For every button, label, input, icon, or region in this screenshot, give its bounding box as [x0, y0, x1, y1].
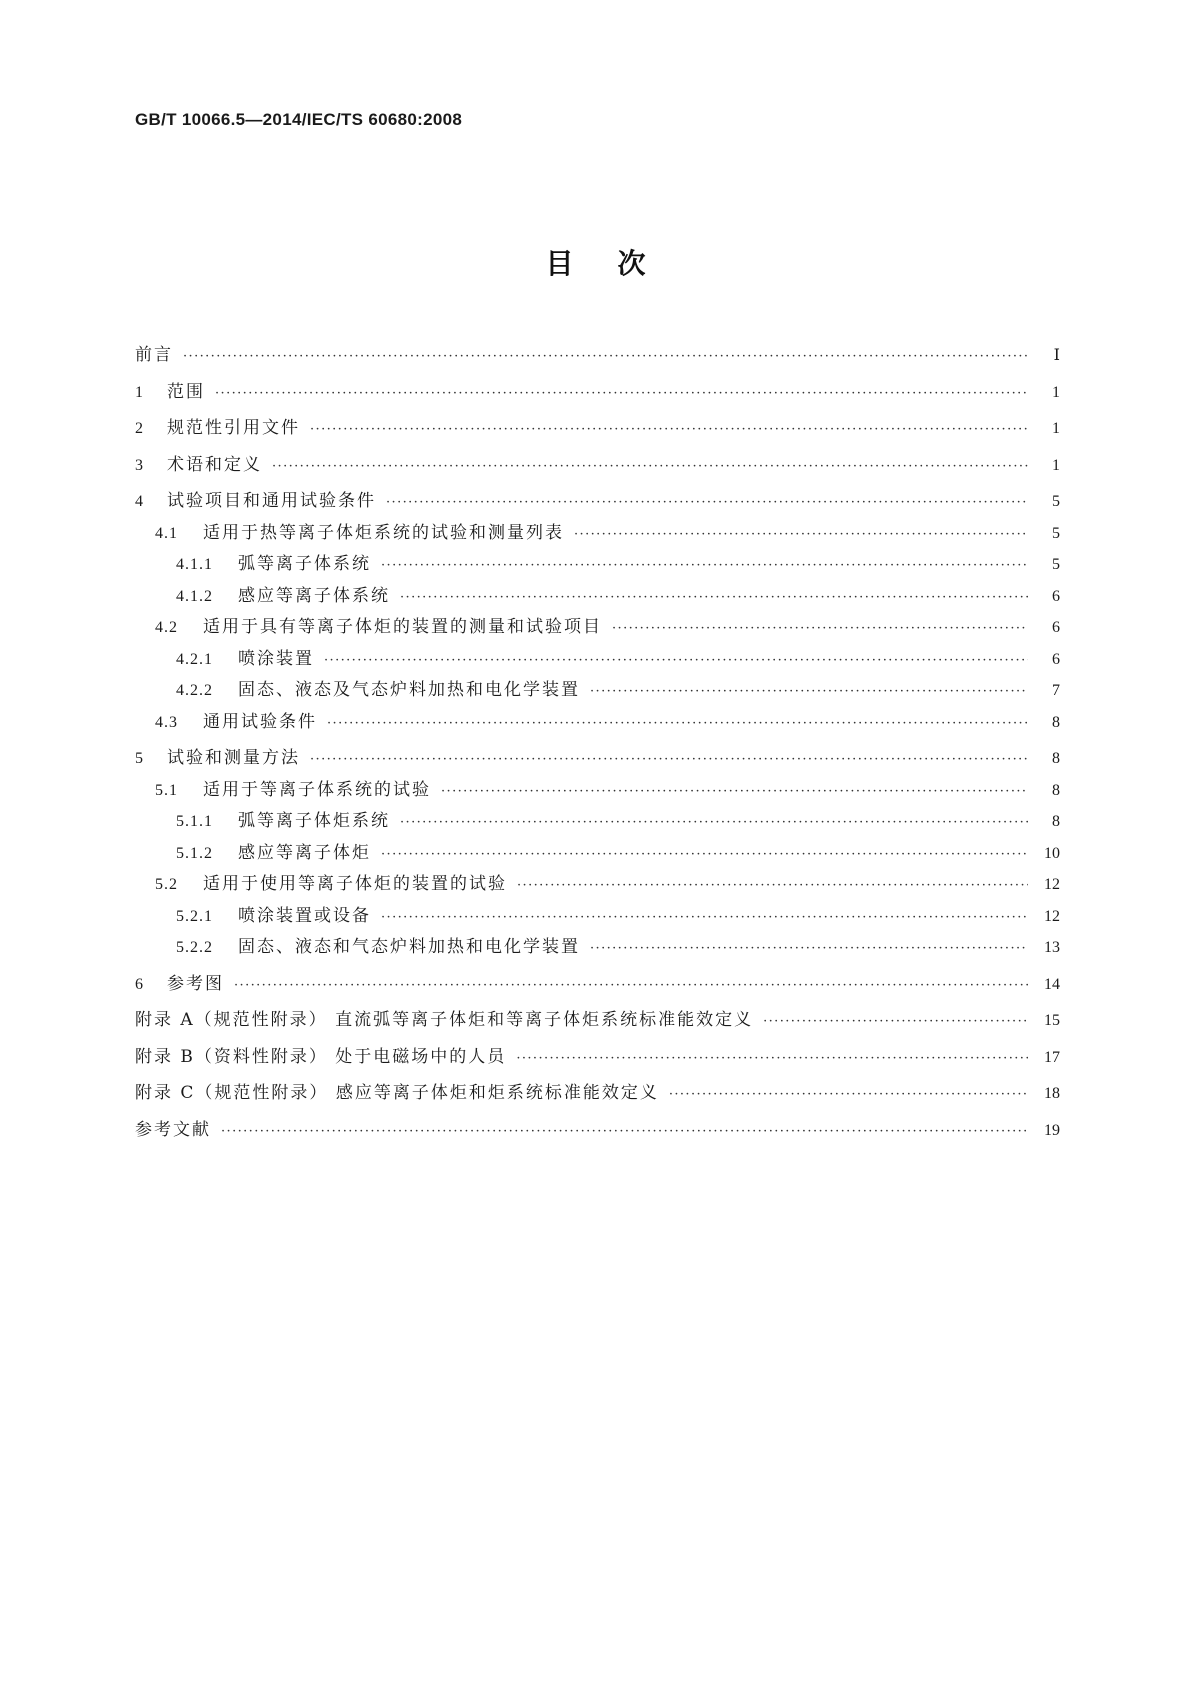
toc-entry-number: 2	[135, 420, 144, 437]
toc-entry-page: 5	[1052, 556, 1060, 573]
toc-entry-number: 4.1.2	[176, 587, 213, 605]
toc-entry[interactable]	[135, 581, 1060, 613]
toc-entry[interactable]	[135, 775, 1060, 807]
toc-entry-title: 适用于具有等离子体炬的装置的测量和试验项目	[203, 617, 602, 637]
dot-leader	[381, 911, 1028, 924]
toc-entry-number: 1	[135, 383, 144, 401]
dot-leader	[517, 879, 1028, 892]
dot-leader	[381, 559, 1028, 572]
toc-entry[interactable]	[135, 644, 1060, 676]
toc-entry-number: 4.3	[155, 713, 178, 731]
dot-leader	[590, 685, 1028, 698]
dot-leader	[310, 753, 1028, 766]
dot-leader	[516, 1052, 1028, 1065]
toc-entry-title: 参考图	[167, 973, 224, 994]
toc-entry-title: 感应等离子体炬	[238, 842, 371, 863]
toc-entry-number: 4.2.2	[176, 682, 213, 699]
toc-entry[interactable]	[135, 743, 1060, 775]
toc-entry-number: 4.2.1	[176, 650, 213, 668]
dot-leader	[763, 1015, 1028, 1028]
toc-entry-number: 3	[135, 456, 144, 474]
dot-leader	[400, 816, 1028, 829]
dot-leader	[574, 528, 1028, 541]
toc-entry-page: 1	[1052, 456, 1060, 474]
toc-entry-title: 附录 A（规范性附录） 直流弧等离子体炬和等离子体炬系统标准能效定义	[135, 1010, 754, 1030]
toc-entry-number: 4.2	[155, 619, 178, 636]
dot-leader	[612, 622, 1028, 635]
dot-leader	[669, 1088, 1028, 1101]
toc-entry-number: 5.2.1	[176, 907, 213, 925]
toc-entry[interactable]	[135, 549, 1060, 581]
toc-entry[interactable]	[135, 486, 1060, 518]
toc-entry-number: 6	[135, 975, 144, 993]
toc-entry-title: 弧等离子体系统	[238, 554, 371, 574]
toc-entry-title: 附录 C（规范性附录） 感应等离子体炬和炬系统标准能效定义	[135, 1083, 659, 1103]
toc-entry-page: 1	[1052, 420, 1060, 437]
dot-leader	[386, 496, 1028, 509]
toc-entry-page: 17	[1044, 1048, 1060, 1066]
toc-entry-title: 喷涂装置或设备	[238, 905, 371, 926]
toc-entry-number: 4.1	[155, 524, 178, 542]
toc-entry[interactable]	[135, 450, 1060, 482]
dot-leader	[183, 350, 1028, 363]
toc-entry-page: 15	[1044, 1012, 1060, 1029]
toc-entry-number: 5.1.1	[176, 813, 213, 830]
toc-entry-title: 弧等离子体炬系统	[238, 811, 390, 831]
toc-entry-title: 通用试验条件	[203, 711, 317, 732]
toc-entry[interactable]	[135, 1005, 1060, 1037]
toc-entry-number: 4.1.1	[176, 556, 213, 573]
dot-leader	[327, 717, 1028, 730]
dot-leader	[272, 460, 1028, 473]
toc-entry[interactable]	[135, 707, 1060, 739]
toc-entry-title: 试验和测量方法	[167, 748, 300, 768]
toc-entry-page: 5	[1052, 493, 1060, 510]
toc-entry-title: 附录 B（资料性附录） 处于电磁场中的人员	[135, 1046, 507, 1067]
toc-entry[interactable]	[135, 675, 1060, 707]
table-of-contents	[135, 340, 1060, 1146]
toc-entry-number: 5.2.2	[176, 939, 213, 956]
toc-entry[interactable]	[135, 932, 1060, 964]
toc-entry-title: 适用于使用等离子体炬的装置的试验	[203, 874, 507, 894]
toc-entry-title: 规范性引用文件	[167, 418, 300, 438]
toc-entry-page: 12	[1044, 907, 1060, 925]
toc-entry-page: 8	[1052, 713, 1060, 731]
toc-entry-title: 适用于等离子体系统的试验	[203, 779, 431, 800]
toc-entry[interactable]	[135, 377, 1060, 409]
toc-entry-title: 感应等离子体系统	[238, 585, 390, 606]
dot-leader	[215, 387, 1028, 400]
toc-entry[interactable]	[135, 1115, 1060, 1147]
toc-entry-page: 19	[1044, 1121, 1060, 1139]
toc-entry-page: 18	[1044, 1085, 1060, 1102]
toc-entry[interactable]	[135, 901, 1060, 933]
toc-entry-title: 试验项目和通用试验条件	[167, 491, 376, 511]
toc-entry[interactable]	[135, 340, 1060, 372]
toc-entry[interactable]	[135, 838, 1060, 870]
toc-entry-title: 参考文献	[135, 1119, 211, 1140]
toc-entry-page: 10	[1044, 844, 1060, 862]
dot-leader	[221, 1125, 1028, 1138]
toc-entry[interactable]	[135, 969, 1060, 1001]
dot-leader	[441, 785, 1028, 798]
page-title: 目次	[545, 247, 690, 280]
toc-entry-number: 4	[135, 493, 144, 510]
toc-entry-page: 14	[1044, 975, 1060, 993]
toc-entry-page: 1	[1052, 383, 1060, 401]
toc-entry[interactable]	[135, 1042, 1060, 1074]
toc-entry[interactable]	[135, 612, 1060, 644]
toc-entry-title: 前言	[135, 345, 173, 365]
toc-entry[interactable]	[135, 1078, 1060, 1110]
toc-entry-number: 5	[135, 750, 144, 767]
toc-entry-title: 适用于热等离子体炬系统的试验和测量列表	[203, 522, 564, 543]
toc-entry-number: 5.2	[155, 876, 178, 893]
toc-entry-page: 8	[1052, 813, 1060, 830]
toc-entry-title: 范围	[167, 381, 205, 402]
dot-leader	[381, 848, 1028, 861]
toc-entry-title: 固态、液态及气态炉料加热和电化学装置	[238, 680, 580, 700]
toc-entry[interactable]	[135, 413, 1060, 445]
toc-entry-page: 5	[1052, 524, 1060, 542]
dot-leader	[324, 654, 1028, 667]
toc-entry-title: 喷涂装置	[238, 648, 314, 669]
dot-leader	[400, 591, 1028, 604]
toc-entry-page: 6	[1052, 587, 1060, 605]
standard-code-header: GB/T 10066.5—2014/IEC/TS 60680:2008	[135, 110, 463, 129]
toc-entry[interactable]	[135, 518, 1060, 550]
toc-entry-page: 7	[1052, 682, 1060, 699]
toc-entry-page: 6	[1052, 619, 1060, 636]
toc-entry-page: Ⅰ	[1053, 347, 1060, 364]
toc-entry[interactable]	[135, 869, 1060, 901]
toc-entry-page: 13	[1044, 939, 1060, 956]
dot-leader	[590, 942, 1028, 955]
toc-entry-title: 固态、液态和气态炉料加热和电化学装置	[238, 937, 580, 957]
toc-entry-number: 5.1	[155, 781, 178, 799]
toc-entry-number: 5.1.2	[176, 844, 213, 862]
toc-entry-page: 12	[1044, 876, 1060, 893]
dot-leader	[310, 423, 1028, 436]
toc-entry-title: 术语和定义	[167, 454, 262, 475]
toc-entry-page: 6	[1052, 650, 1060, 668]
toc-entry-page: 8	[1052, 781, 1060, 799]
toc-entry-page: 8	[1052, 750, 1060, 767]
dot-leader	[234, 979, 1028, 992]
toc-entry[interactable]	[135, 806, 1060, 838]
